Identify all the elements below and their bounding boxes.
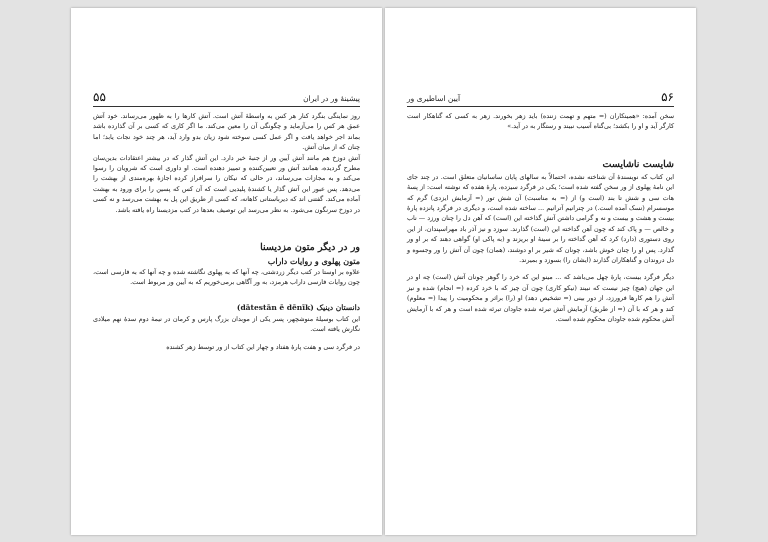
- section-heading: شایست ناشایست: [602, 158, 674, 170]
- running-title: پیشینهٔ ور در ایران: [303, 94, 360, 103]
- paragraph: آتش دوزخ هم مانند آتش آیین ور از جنبهٔ خیر دارد. این آتش گذار که در بیشتر اعتقادات بدین‌سان مطرح گردیده، همانند آتش ور تعیین‌کننده و تمییز دهنده است. او داوری است که شرویان را رسوا می‌کند و به مجازات می‌رساند، در حالی که نیکان را سرافراز کرده اجازهٔ بهره‌مندی از بهشت را می‌دهد. پس عبور این آتش گذار یا کشندهٔ پلیدیی است که آن کس که پسین را برای ورود به بهشت آماده می‌کند. گفتنی اند که دیرباستانی کاهانه، که کسی از طریق این پل به بهشت می‌رسد و نه کسی در دوزخ سرنگون می‌شود. به نظر می‌رسد این توصیف بعدها در کتب مزدیسنا راه یافته باشد.: [93, 153, 360, 214]
- page-number: ۵۵: [93, 90, 106, 104]
- subsection-heading: متون پهلوی و روایات داراب: [267, 256, 360, 267]
- page-body: [407, 111, 674, 325]
- paragraph: این کتاب بوسیلهٔ منوشچهر، پسر یکی از موبدان بزرگ پارس و کرمان در نیمهٔ دوم سدهٔ نهم میلادی نگارش یافته است.: [93, 314, 360, 334]
- page-header: [93, 86, 360, 107]
- paragraph: دیگر فرگرد بیست، پارهٔ چهل می‌باشد که ... مینو این که خرد را گوهر چونان آتش (است) چه او در این جهان (هیچ) چیز نیست که نبیند (نیکو کاری) چون آن چیز که با خرد کرده (= انجام) شده و نیز آتش را هم کارها فرورزد، از دور بینی (= تشخیص دهد) او (را) براثر و محکومیت را پیدا (= معلوم) کند و هر که با آن (= از طریق) آزمایش آتش تبرئه شده جاودان تبرئه شده است و هر که با آزمایش آتش محکوم شده جاودان محکوم شده است.: [407, 273, 674, 324]
- right-page: [385, 8, 696, 535]
- page-header: [407, 86, 674, 107]
- page-body: [93, 111, 360, 352]
- paragraph: این کتاب که نویسندهٔ آن شناخته نشده، احتمالاً به سالهای پایان ساسانیان متعلق است. در چند جای این نامهٔ پهلوی از ور سخن گفته شده است؛ یکی در فرگرد سیزده، پارهٔ هفده که نوشته است: از پسهٔ هات سی و شش تا بند (است و) از (= به مناسبت) آن شش تور (= آزمایش ایزدی) گرم که موسسرام (نسک آمده است.) در چترانیم آترانیم ... ساخته شده است، و دیگری در فرگرد پانزده پارهٔ بیست و هشت و بیست و نه و گرامی داشتن آتش گذاخته این (است) که آهن دل را چنان ورزد — ناب و خالص — و پاک کند که چون آهن گداخته این (است) گذارند. سوزد و نیز آذر باد مهراسپندان، از این روی دستوری (دارد) کرد که آهن گداخته را بر سینهٔ او بریزند و (به پاکی او) گواهی دهند که بر او ور گذارد. پس او را چنان خوش باشد، چونان که شیر بر او دوشند، (همان) چون آن آتش را ور وجسوه و دل دروندان و گناهکاران گذارند (ایشان را) بسوزد و بمیرند.: [407, 172, 674, 265]
- paragraph: علاوه بر اوستا در کتب دیگر زردشتی، چه آنها که به پهلوی نگاشته شده و چه آنها که به فارسی است، چون روایات فارسی داراب هرمزد، به ور آگاهی برمی‌خوریم که به آیین ور مربوط است.: [93, 268, 360, 287]
- left-page: [71, 8, 382, 535]
- book-heading: دانستان دینیک (dātestān ē dēnīk): [236, 302, 360, 312]
- paragraph: سخن آمده: «همینکاران (= متهم و تهمت زننده) باید زهر بخورند. زهر به کسی که گناهکار است کارگر آید و او را بکشد؛ بی‌گناه آسیب نبیند و رستگار به در آید.»: [407, 112, 674, 131]
- section-heading: ور در دیگر متون مزدیسنا: [260, 242, 360, 254]
- running-title: آیین اساطیری ور: [407, 94, 461, 103]
- paragraph: در فرگرد سی و هفت پارهٔ هفتاد و چهار این کتاب از ور توسط زهر کشنده: [166, 342, 360, 351]
- page-number: ۵۶: [661, 90, 674, 104]
- paragraph: روز نماینگی بنگرد کنار هر کس به واسطهٔ آتش است. آتش کارها را به ظهور می‌رساند. خود آتش عمق هر کس را می‌آزماید و چگونگی آن را معین می‌کند. ما اگر کاری که کسی بر آن گذارده باشد بماند اجر خواهد یافت و اگر عمل کسی سوخته شود زیان بدو وارد آید، هر چند خود نجات یابد؛ اما چنان که از میان آتش.: [93, 112, 360, 152]
